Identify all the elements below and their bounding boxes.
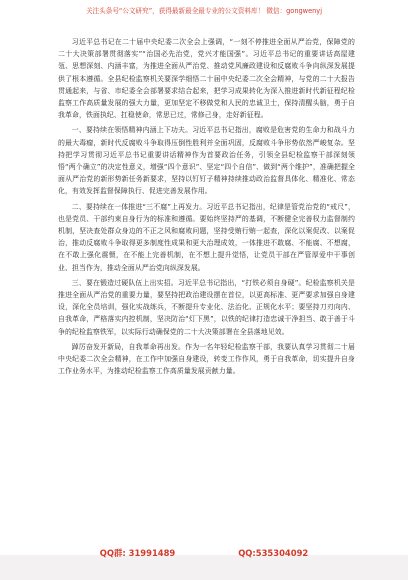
footer <box>0 547 408 559</box>
paragraph-section-3: 三、要在锻造过硬队伍上出实招。习近平总书记指出，“打铁必须自身硬”。纪检监察机关是推进全面从严治党的重要力量，要坚持把政治建设摆在首位，以更高标准、更严要求加强自身建设，深化全员培训，强化实战练兵，不断提升专业化、法治化、正规化水平；要坚持刀刃向内、自我革命，严格落实内控机制，坚决防治“灯下黑”，以铁的纪律打造忠诚干净担当、敢于善于斗争的纪检监察铁军，以实际行动确保党的二十大决策部署在全县落地见效。 <box>58 278 355 336</box>
paragraph-intro: 习近平总书记在二十届中央纪委二次全会上强调，“一刻不停推进全面从严治党，保障党的二十大决策部署贯彻落实”“治国必先治党，党兴才能国强”。习近平总书记的重要讲话高屋建瓴、思想深刻、内涵丰富，为推进全面从严治党、推动党风廉政建设和反腐败斗争向纵深发展提供了根本遵循。全县纪检监察机关要深学细悟二十届中央纪委二次全会精神，与党的二十大报告贯通起来，与省、市纪委全会部署要求结合起来，把学习成果转化为深入推进新时代新征程纪检监察工作高质量发展的强大力量，更加坚定不移做党和人民的忠诚卫士，保持清醒头脑，勇于自我革命，铁面执纪、扛稳使命，常思已过，常修己身，走好新征程。 <box>58 38 355 120</box>
footer-qq: QQ:535304092 <box>238 548 309 558</box>
paragraph-conclusion: 踔厉奋发开新局，自我革命再出发。作为一名年轻纪检监察干部，我要认真学习贯彻二十届中央纪委二次全会精神，在工作中加强自身建设，转变工作作风，勇于自我革命，切实提升自身工作业务水平，为推动纪检监察工作高质量发展贡献力量。 <box>58 342 355 376</box>
document-body <box>58 36 355 377</box>
footer-qq-group: QQ群: 31991489 <box>99 548 176 558</box>
top-banner: 关注头条号“公文研究”，获得最新最全最专业的公文资料库！ 微信：gongwenyj <box>85 7 323 15</box>
paragraph-section-2: 二、要持续在一体推进“三不腐”上再发力。习近平总书记指出，纪律是管党治党的“戒尺”，也是党员、干部约束自身行为的标准和遵循。要始终坚持严的基调，不断健全完善权力监督制约机制，坚决查处群众身边的不正之风和腐败问题，坚持受贿行贿一起查，深化以案促改、以案促治，推动反腐败斗争取得更多制度性成果和更大治理成效，一体推进不敢腐、不能腐、不想腐，在不敢上强化震慑，在不能上完善机制，在不想上提升觉悟，让党员干部在严管厚爱中干事创业、担当作为，推动全面从严治党向纵深发展。 <box>58 202 355 272</box>
paragraph-section-1: 一、要持续在领悟精神内涵上下功夫。习近平总书记指出，腐败是危害党的生命力和战斗力的最大毒瘤，新时代反腐败斗争取得压倒性胜利并全面巩固，反腐败斗争形势依然严峻复杂。坚持把学习贯彻习近平总书记重要讲话精神作为首要政治任务，引领全县纪检监察干部深刻领悟“两个确立”的决定性意义，增强“四个意识”、坚定“四个自信”、做到“两个维护”，准确把握全面从严治党的新形势新任务新要求，坚持以钉钉子精神持续推动政治监督具体化、精准化、常态化，有效发挥监督保障执行、促进完善发展作用。 <box>58 126 355 196</box>
